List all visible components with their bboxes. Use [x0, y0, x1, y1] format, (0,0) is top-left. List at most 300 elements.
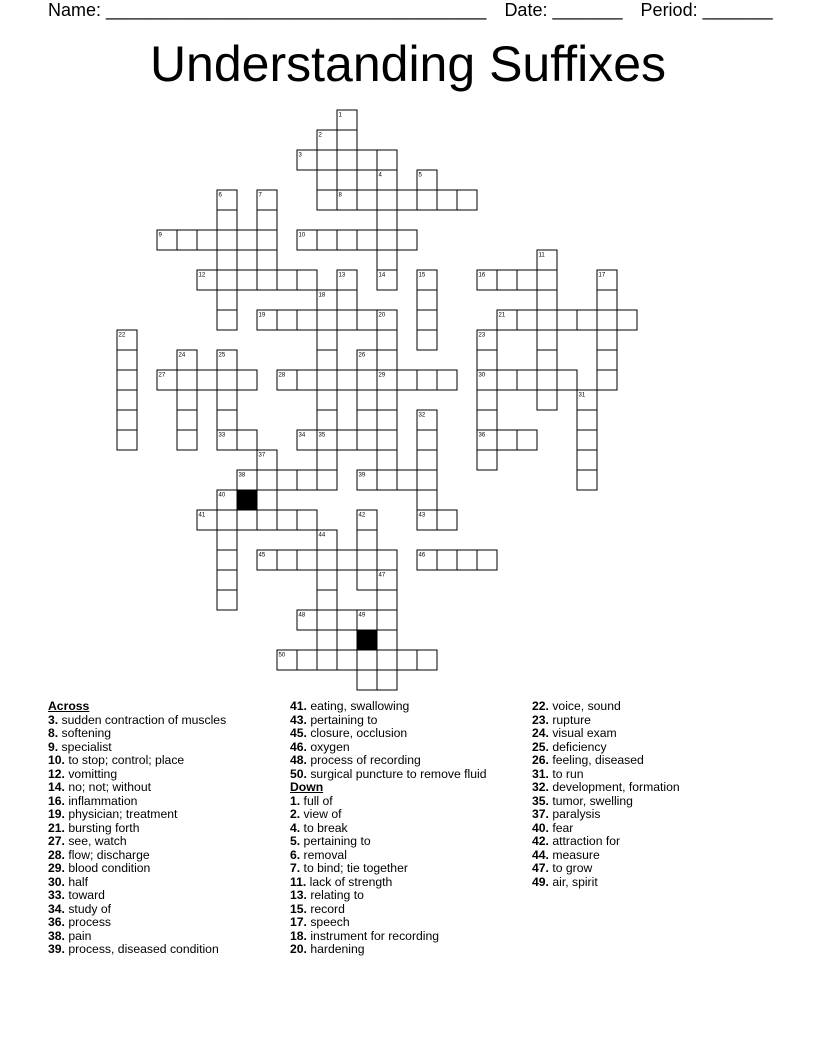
clue-number-label: 11. [290, 874, 307, 889]
grid-cell[interactable] [117, 370, 137, 390]
grid-cell[interactable] [417, 490, 437, 510]
grid-cell[interactable] [377, 670, 397, 690]
clue-number-label: 13. [290, 888, 307, 902]
across-clue [48, 903, 226, 917]
grid-cell[interactable] [337, 610, 357, 630]
grid-cell[interactable] [417, 190, 437, 210]
clue-number: 40 [218, 492, 226, 499]
grid-cell[interactable] [357, 370, 377, 390]
grid-cell[interactable] [357, 650, 377, 670]
grid-cell[interactable] [317, 150, 337, 170]
clue-number: 24 [178, 352, 186, 359]
clue-number: 49 [358, 612, 366, 619]
grid-cell[interactable] [237, 370, 257, 390]
clue-number: 30 [478, 372, 486, 379]
grid-cell[interactable] [297, 510, 317, 530]
clue-number: 4 [378, 172, 382, 179]
grid-cell[interactable] [497, 370, 517, 390]
clue-number: 37 [258, 452, 266, 459]
grid-cell[interactable] [417, 650, 437, 670]
grid-cell[interactable] [317, 470, 337, 490]
grid-cell[interactable] [597, 350, 617, 370]
grid-cell[interactable] [237, 510, 257, 530]
grid-cell[interactable] [317, 570, 337, 590]
grid-cell[interactable] [557, 310, 577, 330]
clue-number: 46 [418, 552, 426, 559]
clue-text: hardening [306, 942, 365, 956]
grid-cell[interactable] [317, 230, 337, 250]
clue-number-label: 8. [48, 726, 59, 740]
grid-cell[interactable] [317, 550, 337, 570]
clue-text: pain [64, 928, 92, 943]
grid-cell[interactable] [217, 270, 237, 290]
grid-cell[interactable] [397, 370, 417, 390]
clue-text: speech [306, 915, 350, 929]
date-field[interactable]: Date: _______ [504, 0, 623, 20]
grid-cell[interactable] [377, 470, 397, 490]
grid-cell[interactable] [317, 450, 337, 470]
grid-cell[interactable] [477, 410, 497, 430]
grid-cell[interactable] [437, 370, 457, 390]
clue-number: 32 [418, 412, 426, 419]
grid-cell[interactable] [257, 490, 277, 510]
grid-cell[interactable] [177, 230, 197, 250]
clue-number: 44 [318, 532, 326, 539]
black-cell [237, 490, 257, 510]
clue-number-label: 5. [290, 834, 301, 848]
grid-cell[interactable] [257, 270, 277, 290]
clue-number: 15 [418, 272, 426, 279]
across-clue [48, 754, 226, 768]
down-clue [532, 714, 680, 728]
clue-number-label: 37. [532, 807, 549, 821]
clue-text: specialist [58, 739, 112, 754]
clue-text: process [64, 915, 112, 929]
clue-number-label: 39. [48, 942, 65, 956]
grid-cell[interactable] [117, 430, 137, 450]
down-clue [532, 822, 680, 836]
grid-cell[interactable] [377, 590, 397, 610]
clue-number-label: 41. [290, 699, 307, 713]
grid-cell[interactable] [317, 350, 337, 370]
grid-cell[interactable] [297, 270, 317, 290]
grid-cell[interactable] [217, 210, 237, 230]
down-clue [532, 754, 680, 768]
grid-cell[interactable] [357, 390, 377, 410]
grid-cell[interactable] [337, 650, 357, 670]
clue-number: 3 [298, 152, 302, 159]
grid-cell[interactable] [337, 130, 357, 150]
grid-cell[interactable] [117, 390, 137, 410]
grid-cell[interactable] [357, 310, 377, 330]
grid-cell[interactable] [337, 430, 357, 450]
across-clue [48, 943, 226, 957]
grid-cell[interactable] [377, 410, 397, 430]
grid-cell[interactable] [537, 310, 557, 330]
grid-cell[interactable] [177, 370, 197, 390]
clue-number-label: 34. [48, 901, 65, 916]
clue-number-label: 48. [290, 753, 307, 767]
clue-text: surgical puncture to remove fluid [306, 766, 487, 781]
clue-number: 13 [338, 272, 346, 279]
clue-text: inflammation [64, 793, 138, 808]
down-clue [290, 808, 486, 822]
grid-cell[interactable] [217, 530, 237, 550]
grid-cell[interactable] [597, 290, 617, 310]
clue-number-label: 43. [290, 712, 307, 727]
grid-cell[interactable] [357, 230, 377, 250]
name-field[interactable]: Name: ______________________________________ [48, 0, 487, 20]
grid-cell[interactable] [317, 310, 337, 330]
clue-text: process of recording [306, 753, 421, 767]
grid-cell[interactable] [377, 650, 397, 670]
across-clue [48, 930, 226, 944]
grid-cell[interactable] [377, 330, 397, 350]
grid-cell[interactable] [277, 510, 297, 530]
grid-cell[interactable] [517, 430, 537, 450]
grid-cell[interactable] [117, 410, 137, 430]
grid-cell[interactable] [237, 270, 257, 290]
grid-cell[interactable] [117, 350, 137, 370]
grid-cell[interactable] [257, 230, 277, 250]
clue-text: tumor, swelling [548, 793, 633, 808]
grid-cell[interactable] [217, 410, 237, 430]
clue-number: 47 [378, 572, 386, 579]
across-clue [48, 849, 226, 863]
clue-text: bursting forth [64, 820, 140, 835]
grid-cell[interactable] [577, 310, 597, 330]
clue-number-label: 35. [532, 793, 549, 808]
grid-cell[interactable] [397, 470, 417, 490]
grid-cell[interactable] [257, 470, 277, 490]
grid-cell[interactable] [517, 370, 537, 390]
grid-cell[interactable] [297, 310, 317, 330]
across-clue [290, 754, 486, 768]
clue-number: 48 [298, 612, 306, 619]
clue-number: 42 [358, 512, 366, 519]
grid-cell[interactable] [337, 230, 357, 250]
clue-text: pertaining to [306, 712, 378, 727]
grid-cell[interactable] [417, 430, 437, 450]
grid-cell[interactable] [217, 550, 237, 570]
grid-cell[interactable] [577, 410, 597, 430]
grid-cell[interactable] [377, 350, 397, 370]
grid-cell[interactable] [457, 190, 477, 210]
clue-number-label: 28. [48, 847, 65, 862]
grid-cell[interactable] [197, 370, 217, 390]
down-clue [290, 849, 486, 863]
clue-text: voice, sound [548, 699, 621, 713]
clue-number-label: 45. [290, 726, 307, 740]
grid-cell[interactable] [417, 370, 437, 390]
down-clue [290, 795, 486, 809]
grid-cell[interactable] [417, 310, 437, 330]
grid-cell[interactable] [597, 310, 617, 330]
clue-text: removal [300, 847, 347, 862]
clue-text: flow; discharge [64, 847, 150, 862]
clue-number: 43 [418, 512, 426, 519]
across-heading: Across [48, 699, 90, 713]
grid-cell[interactable] [537, 270, 557, 290]
clue-text: to bind; tie together [300, 861, 408, 875]
grid-cell[interactable] [477, 350, 497, 370]
clue-text: process, diseased condition [64, 942, 219, 956]
down-clue [532, 849, 680, 863]
grid-cell[interactable] [577, 450, 597, 470]
grid-cell[interactable] [537, 370, 557, 390]
clue-number-label: 33. [48, 888, 65, 902]
grid-cell[interactable] [597, 330, 617, 350]
grid-cell[interactable] [377, 250, 397, 270]
grid-cell[interactable] [297, 550, 317, 570]
grid-cell[interactable] [537, 390, 557, 410]
grid-cell[interactable] [457, 550, 477, 570]
grid-cell[interactable] [437, 190, 457, 210]
clue-text: closure, occlusion [306, 726, 408, 740]
grid-cell[interactable] [437, 510, 457, 530]
grid-cell[interactable] [337, 150, 357, 170]
grid-cell[interactable] [217, 590, 237, 610]
clue-text: view of [300, 807, 342, 821]
grid-cell[interactable] [297, 470, 317, 490]
clue-number-label: 26. [532, 753, 549, 767]
grid-cell[interactable] [197, 230, 217, 250]
grid-cell[interactable] [337, 170, 357, 190]
clue-number: 39 [358, 472, 366, 479]
clue-text: vomitting [64, 766, 118, 781]
clue-number-label: 30. [48, 874, 65, 889]
grid-cell[interactable] [177, 430, 197, 450]
grid-cell[interactable] [217, 250, 237, 270]
grid-cell[interactable] [337, 550, 357, 570]
grid-cell[interactable] [577, 470, 597, 490]
grid-cell[interactable] [417, 290, 437, 310]
across-clue [48, 795, 226, 809]
grid-cell[interactable] [417, 470, 437, 490]
grid-cell[interactable] [317, 330, 337, 350]
down-clue [290, 930, 486, 944]
down-clue [532, 700, 680, 714]
grid-cell[interactable] [417, 450, 437, 470]
clue-text: oxygen [306, 739, 350, 754]
grid-cell[interactable] [417, 330, 437, 350]
across-clue [48, 889, 226, 903]
clue-text: visual exam [548, 726, 617, 740]
clue-text: air, spirit [548, 874, 598, 889]
across-clue [48, 768, 226, 782]
clue-text: rupture [548, 712, 591, 727]
grid-cell[interactable] [357, 430, 377, 450]
clue-number-label: 32. [532, 780, 549, 794]
clue-text: fear [548, 820, 574, 835]
clue-number-label: 29. [48, 861, 65, 875]
grid-cell[interactable] [217, 510, 237, 530]
grid-cell[interactable] [357, 670, 377, 690]
grid-cell[interactable] [337, 310, 357, 330]
clue-number: 18 [318, 292, 326, 299]
down-clue [290, 903, 486, 917]
clue-number: 11 [538, 252, 545, 259]
grid-cell[interactable] [377, 630, 397, 650]
grid-cell[interactable] [497, 430, 517, 450]
grid-cell[interactable] [317, 590, 337, 610]
page-title: Understanding Suffixes [149, 36, 667, 92]
grid-cell[interactable] [357, 550, 377, 570]
grid-cell[interactable] [357, 530, 377, 550]
grid-cell[interactable] [317, 650, 337, 670]
grid-cell[interactable] [537, 350, 557, 370]
clue-number: 22 [118, 332, 126, 339]
clue-number: 23 [478, 332, 486, 339]
grid-cell[interactable] [317, 170, 337, 190]
grid-cell[interactable] [217, 370, 237, 390]
grid-cell[interactable] [377, 390, 397, 410]
period-field[interactable]: Period: _______ [640, 0, 773, 20]
across-clue [48, 741, 226, 755]
clue-text: paralysis [548, 807, 601, 821]
clue-number-label: 47. [532, 861, 549, 875]
clue-number: 33 [218, 432, 226, 439]
clue-text: instrument for recording [306, 928, 440, 943]
grid-cell[interactable] [377, 190, 397, 210]
grid-cell[interactable] [377, 150, 397, 170]
across-clue [290, 741, 486, 755]
grid-cell[interactable] [377, 450, 397, 470]
grid-cell[interactable] [517, 270, 537, 290]
clue-text: softening [58, 726, 112, 740]
grid-cell[interactable] [217, 390, 237, 410]
clue-number-label: 18. [290, 928, 307, 943]
grid-cell[interactable] [297, 650, 317, 670]
grid-cell[interactable] [277, 270, 297, 290]
down-heading: Down [290, 780, 324, 794]
clue-number-label: 16. [48, 793, 65, 808]
grid-cell[interactable] [397, 190, 417, 210]
grid-cell[interactable] [237, 430, 257, 450]
clue-number-label: 38. [48, 928, 65, 943]
grid-cell[interactable] [317, 630, 337, 650]
clue-number: 21 [498, 312, 506, 319]
clue-number-label: 36. [48, 915, 65, 929]
clue-number-label: 42. [532, 834, 549, 848]
clue-number: 17 [598, 272, 606, 279]
clue-number: 10 [298, 232, 306, 239]
grid-cell[interactable] [217, 290, 237, 310]
clue-text: blood condition [64, 861, 151, 875]
grid-cell[interactable] [377, 610, 397, 630]
grid-cell[interactable] [497, 270, 517, 290]
grid-cell[interactable] [297, 370, 317, 390]
clue-number: 28 [278, 372, 286, 379]
grid-cell[interactable] [357, 410, 377, 430]
across-clue [290, 714, 486, 728]
grid-cell[interactable] [377, 210, 397, 230]
grid-cell[interactable] [377, 230, 397, 250]
grid-cell[interactable] [477, 390, 497, 410]
grid-cell[interactable] [337, 290, 357, 310]
clue-number: 2 [318, 132, 322, 139]
clue-number-label: 3. [48, 712, 59, 727]
across-clue [290, 727, 486, 741]
grid-cell[interactable] [537, 290, 557, 310]
grid-cell[interactable] [277, 550, 297, 570]
grid-cell[interactable] [397, 230, 417, 250]
grid-cell[interactable] [257, 250, 277, 270]
clue-text: half [64, 874, 88, 889]
grid-cell[interactable] [217, 570, 237, 590]
grid-cell[interactable] [357, 190, 377, 210]
grid-cell[interactable] [317, 370, 337, 390]
grid-cell[interactable] [377, 430, 397, 450]
grid-cell[interactable] [237, 230, 257, 250]
grid-cell[interactable] [377, 550, 397, 570]
down-clue [532, 781, 680, 795]
grid-cell[interactable] [477, 550, 497, 570]
grid-cell[interactable] [317, 410, 337, 430]
grid-cell[interactable] [217, 230, 237, 250]
grid-cell[interactable] [577, 430, 597, 450]
clue-number-label: 20. [290, 942, 307, 956]
clue-number-label: 22. [532, 699, 549, 713]
clue-text: toward [64, 888, 105, 902]
grid-cell[interactable] [277, 470, 297, 490]
down-clue [532, 862, 680, 876]
clue-column-2 [290, 700, 486, 957]
clue-number: 29 [378, 372, 386, 379]
grid-cell[interactable] [517, 310, 537, 330]
grid-cell[interactable] [177, 410, 197, 430]
grid-cell[interactable] [357, 570, 377, 590]
clue-number: 12 [198, 272, 206, 279]
clue-number: 50 [278, 652, 286, 659]
grid-cell[interactable] [277, 310, 297, 330]
grid-cell[interactable] [597, 370, 617, 390]
grid-cell[interactable] [357, 150, 377, 170]
clue-text: to break [300, 820, 348, 835]
clue-number-label: 40. [532, 820, 549, 835]
grid-cell[interactable] [477, 450, 497, 470]
clue-text: to stop; control; place [64, 753, 185, 767]
grid-cell[interactable] [537, 330, 557, 350]
across-clue [48, 916, 226, 930]
grid-cell[interactable] [337, 370, 357, 390]
clue-number: 8 [338, 192, 342, 199]
down-clue [290, 916, 486, 930]
grid-cell[interactable] [257, 510, 277, 530]
clue-number: 16 [478, 272, 486, 279]
grid-cell[interactable] [557, 370, 577, 390]
across-clue [48, 835, 226, 849]
grid-cell[interactable] [317, 390, 337, 410]
clue-number-label: 17. [290, 915, 307, 929]
grid-cell[interactable] [317, 610, 337, 630]
clue-number: 9 [158, 232, 162, 239]
clue-number-label: 50. [290, 766, 307, 781]
grid-cell[interactable] [317, 190, 337, 210]
clue-number-label: 44. [532, 847, 549, 862]
grid-cell[interactable] [437, 550, 457, 570]
clue-text: to grow [548, 861, 593, 875]
grid-cell[interactable] [617, 310, 637, 330]
clue-number-label: 2. [290, 807, 301, 821]
grid-cell[interactable] [257, 210, 277, 230]
across-clue [48, 781, 226, 795]
black-cell [357, 630, 377, 650]
grid-cell[interactable] [397, 650, 417, 670]
grid-cell[interactable] [217, 310, 237, 330]
clue-number: 7 [258, 192, 262, 199]
grid-cell[interactable] [177, 390, 197, 410]
